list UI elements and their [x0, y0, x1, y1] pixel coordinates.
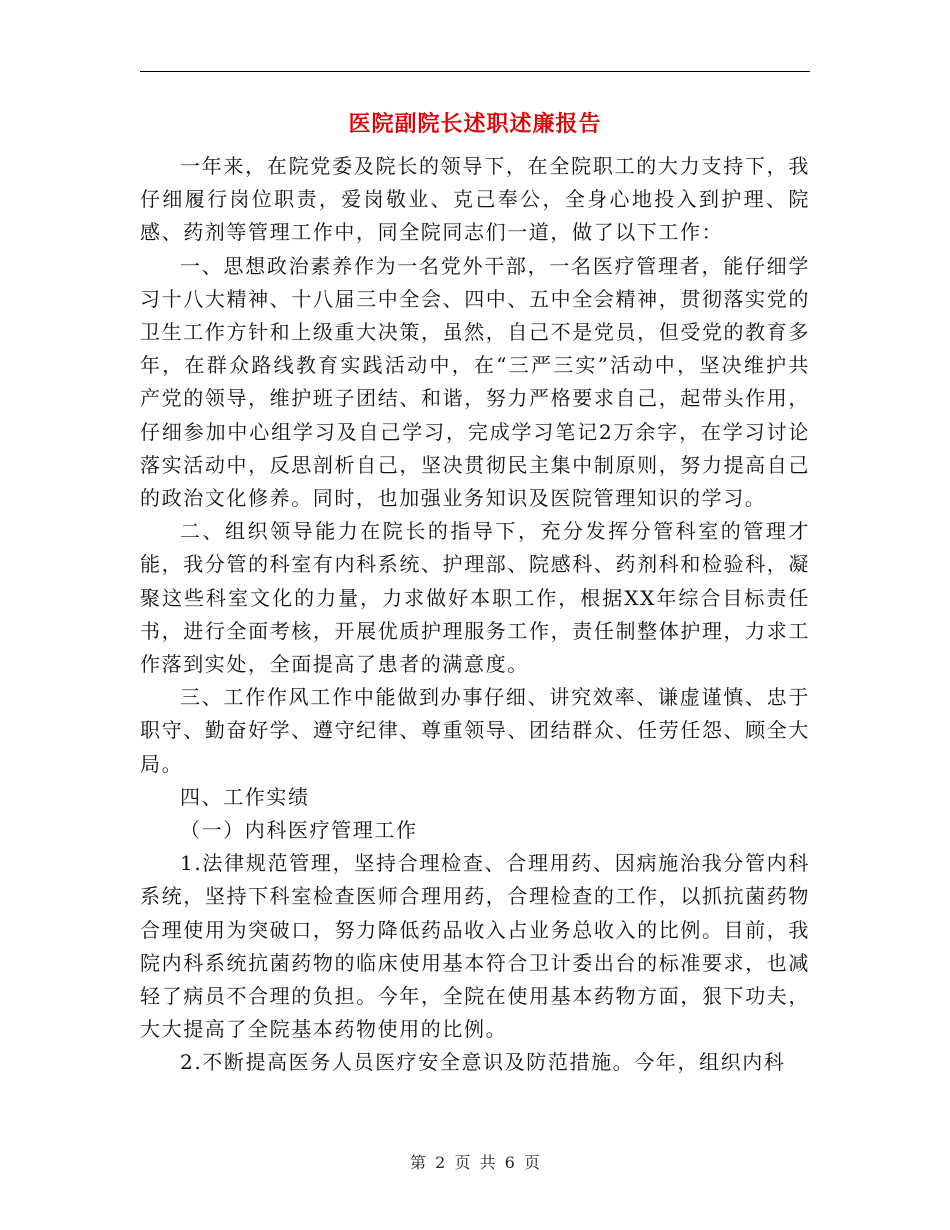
document-title: 医院副院长述职述廉报告 — [348, 111, 602, 137]
footer-total-pages: 6 — [504, 1153, 515, 1172]
footer-prefix: 第 — [410, 1153, 427, 1172]
section-heading-achievements: 四、工作实绩 — [180, 784, 310, 809]
footer-page-word: 页 — [454, 1153, 471, 1172]
header-rule — [140, 71, 810, 72]
subsection-heading-internal-medicine: （一）内科医疗管理工作 — [180, 818, 418, 843]
paragraph-item-1: 1.法律规范管理，坚持合理检查、合理用药、因病施治我分管内科系统，坚持下科室检查医师合理用药，合理检查的工作，以抓抗菌药物合理使用为突破口，努力降低药品收入占业务总收入的比例。目前，我院内科系统抗菌药物的临床使用基本符合卫计委出台的标准要求，也减轻了病员不合理的负担。今年，全院在使用基本药物方面，狠下功夫，大大提高了全院基本药物使用的比例。 — [140, 851, 810, 1042]
document-body — [140, 150, 810, 1080]
paragraph-item-2: 2.不断提高医务人员医疗安全意识及防范措施。今年，组织内科 — [180, 1050, 786, 1075]
footer-suffix: 页 — [523, 1153, 540, 1172]
footer-total-word: 共 — [479, 1153, 496, 1172]
paragraph-leadership: 二、组织领导能力在院长的指导下，充分发挥分管科室的管理才能，我分管的科室有内科系统、护理部、院感科、药剂科和检验科，凝聚这些科室文化的力量，力求做好本职工作，根据XX年综合目标责任书，进行全面考核，开展优质护理服务工作，责任制整体护理，力求工作落到实处，全面提高了患者的满意度。 — [140, 519, 810, 677]
page-footer — [0, 1152, 950, 1174]
paragraph-intro: 一年来，在院党委及院长的领导下，在全院职工的大力支持下，我仔细履行岗位职责，爱岗敬业、克己奉公，全身心地投入到护理、院感、药剂等管理工作中，同全院同志们一道，做了以下工作： — [140, 154, 810, 245]
paragraph-political-quality: 一、思想政治素养作为一名党外干部，一名医疗管理者，能仔细学习十八大精神、十八届三中全会、四中、五中全会精神，贯彻落实党的卫生工作方针和上级重大决策，虽然，自己不是党员，但受党的教育多年，在群众路线教育实践活动中，在“三严三实”活动中，坚决维护共产党的领导，维护班子团结、和谐，努力严格要求自己，起带头作用，仔细参加中心组学习及自己学习，完成学习笔记2万余字，在学习讨论落实活动中，反思剖析自己，坚决贯彻民主集中制原则，努力提高自己的政治文化修养。同时，也加强业务知识及医院管理知识的学习。 — [140, 253, 810, 511]
footer-page-number: 2 — [435, 1153, 446, 1172]
paragraph-work-style: 三、工作作风工作中能做到办事仔细、讲究效率、谦虚谨慎、忠于职守、勤奋好学、遵守纪律、尊重领导、团结群众、任劳任怨、顾全大局。 — [140, 685, 810, 776]
